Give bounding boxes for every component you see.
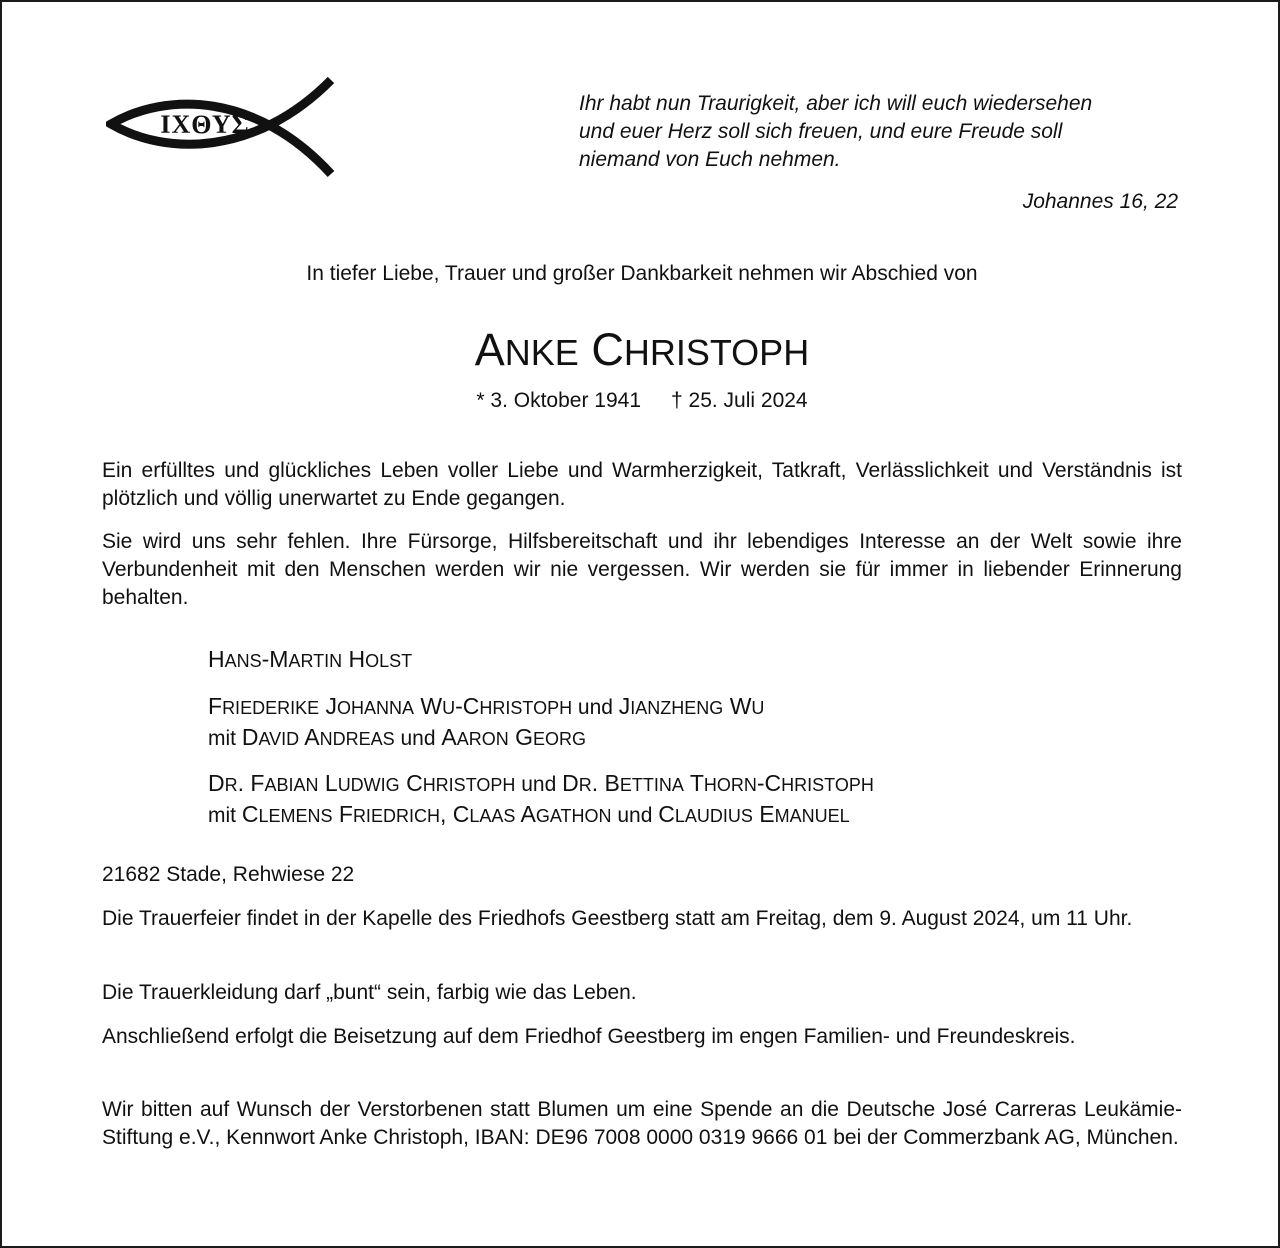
mourner-name: CLEMENS FRIEDRICH, CLAAS AGATHON <box>241 801 612 827</box>
mourner-line <box>208 800 1168 831</box>
death-date: † 25. Juli 2024 <box>671 389 808 412</box>
donation-notice: Wir bitten auf Wunsch der Verstorbenen statt Blumen um eine Spende an die Deutsche José Carreras Leukämie-Stiftung e.V., Kennwort Anke Christoph, IBAN: DE96 7008 0000 0319 9666 01 bei der Commerzbank AG, München. <box>102 1098 1182 1149</box>
ichthys-fish-icon <box>106 76 338 180</box>
funeral-notice: Die Trauerfeier findet in der Kapelle des Friedhofs Geestberg statt am Freitag, dem 9. August 2024, um 11 Uhr. <box>102 907 1133 930</box>
mourner-group <box>208 769 1168 831</box>
verse-line: niemand von Euch nehmen. <box>579 148 841 171</box>
connector-text: und <box>394 727 442 750</box>
life-dates <box>2 387 1280 415</box>
mourner-line <box>208 645 1168 676</box>
farewell-intro: In tiefer Liebe, Trauer und großer Dankbarkeit nehmen wir Abschied von <box>306 262 978 285</box>
birth-date: * 3. Oktober 1941 <box>476 389 641 412</box>
mourner-name: DAVID ANDREAS <box>241 724 395 750</box>
mourner-group <box>208 645 1168 676</box>
connector-text: und <box>515 773 563 796</box>
mourner-name: HANS-MARTIN HOLST <box>208 646 413 672</box>
bible-verse <box>579 90 1189 174</box>
life-paragraph: Ein erfülltes und glückliches Leben voller Liebe und Warmherzigkeit, Tatkraft, Verlässlichkeit und Verständnis ist plötzlich und völlig unerwartet zu Ende gegangen. <box>102 459 1182 510</box>
mourner-line <box>208 769 1168 800</box>
mourner-name: AARON GEORG <box>441 724 586 750</box>
mourner-name: JIANZHENG WU <box>618 693 765 719</box>
mourner-name: DR. BETTINA THORN-CHRISTOPH <box>562 770 874 796</box>
mourner-line <box>208 723 1168 754</box>
deceased-name <box>2 324 1280 379</box>
verse-line: Ihr habt nun Traurigkeit, aber ich will euch wiedersehen <box>579 92 1093 115</box>
memory-paragraph: Sie wird uns sehr fehlen. Ihre Fürsorge, Hilfsbereitschaft und ihr lebendiges Interesse an der Welt sowie ihre Verbundenheit mit den Menschen werden wir nie vergessen. Wir werden sie für immer in liebender Erinnerung behalten. <box>102 530 1182 609</box>
connector-text: mit <box>208 804 242 827</box>
ichthys-text: ΙΧΘΥΣ <box>160 110 250 139</box>
clothing-notice: Die Trauerkleidung darf „bunt“ sein, farbig wie das Leben. <box>102 981 637 1004</box>
deceased-name-text: ANKE CHRISTOPH <box>474 324 810 375</box>
mourner-name: CLAUDIUS EMANUEL <box>658 801 850 827</box>
mourner-group <box>208 692 1168 754</box>
mourner-address: 21682 Stade, Rehwiese 22 <box>102 863 355 886</box>
verse-line: und euer Herz soll sich freuen, und eure Freude soll <box>579 120 1063 143</box>
mourner-name: FRIEDERIKE JOHANNA WU-CHRISTOPH <box>208 693 573 719</box>
connector-text: mit <box>208 727 242 750</box>
mourner-name: DR. FABIAN LUDWIG CHRISTOPH <box>208 770 516 796</box>
verse-reference: Johannes 16, 22 <box>1022 190 1178 213</box>
mourner-line <box>208 692 1168 723</box>
burial-notice: Anschließend erfolgt die Beisetzung auf dem Friedhof Geestberg im engen Familien- und Freundeskreis. <box>102 1025 1076 1048</box>
connector-text: und <box>572 696 619 719</box>
connector-text: und <box>611 804 659 827</box>
